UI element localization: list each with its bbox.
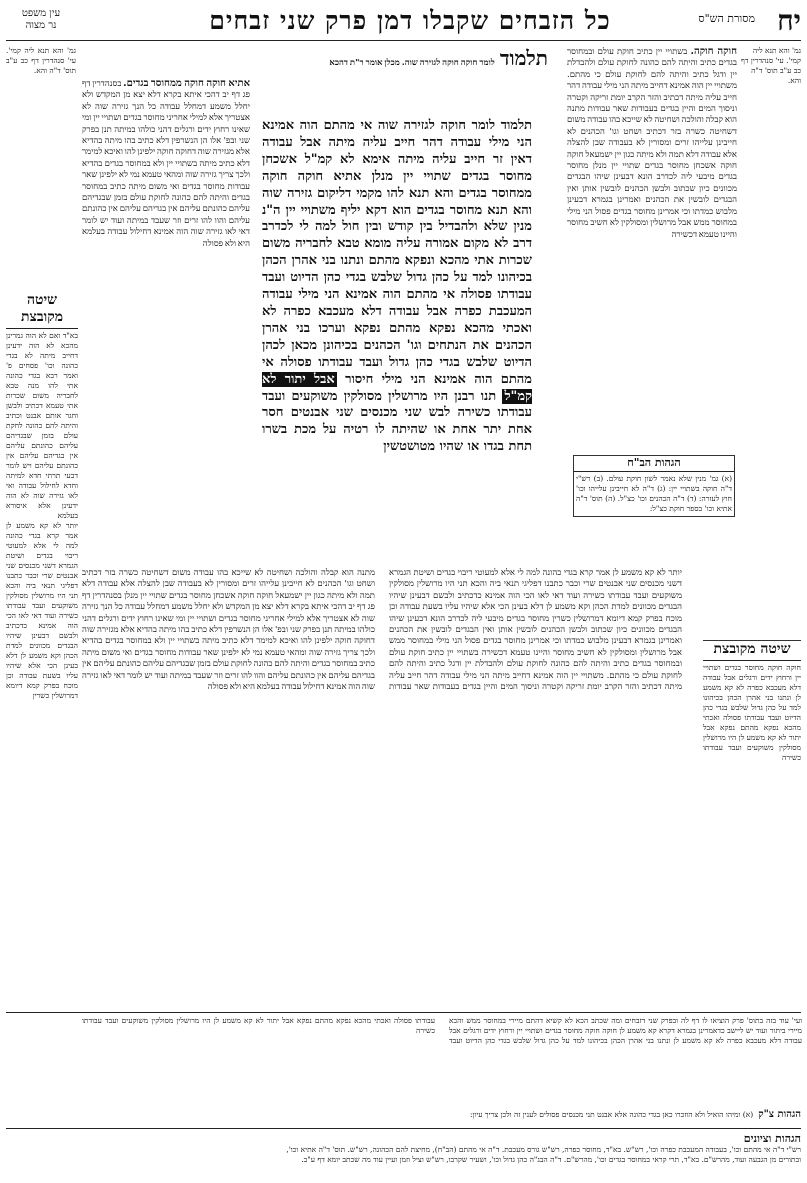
shita-mekubetzet-left: [6, 292, 78, 952]
hagahot-tzk-body: (א) ומיהו הואיל ולא הוזכרו כאן בגדי כהונה אלא אבנט תני מכנסים פסולים לענין זה ולכן צריך עיון:: [469, 1110, 754, 1119]
gemara-body: חוקה לגזירה שוה אי מהתם הוה אמינא הני מילי עבודה דהר חייב עליה מיתה אבל עבודה דאין זר חייב עליה מיתה אימא לא קמ"ל אשכחן מחוסר בגדים שתויי יין מנלן אתיא חוקה חוקה ממחוסר בגדים והא תנא להו מקמי דליקום גזירה שוה והא תנא מחוסר בגדים הוא דקא יליף משתויי יין ה"נ מנין שלא ולהבדיל בין קודש ובין חול למה לי לכדרב דרב לא מקום אמורה עליה מומא טבא לחבריה משום שכרות אתי מהכא ונפקא מהתם ונתנו בני אהרן הכהן בכיהונו למד על כהן גדול שלבש בגדי כהן הדיוט ועבד עבודתו פסולה אי מהתם הוה אמינא הני מילי עבודה המעכבת כפרה אבל עבודה דלא מעכבא כפרה לא ואכתי מהכא נפקא מהתם נפקא וערכו בני אהרן הכהנים את הנתחים וגו' הכהנים בכיהונן מכאן לכהן הדיוט שלבש בגדי כהן גדול ועבד עבודתו פסולה אי מהתם הוה אמינא הני מילי חיסור: [262, 118, 532, 387]
bottom-notes: [82, 1016, 802, 1096]
footer-heading: הגהות וציונים: [743, 1132, 801, 1145]
lower-commentary-rashi: בשתויי יין כתיב חוקת עולם ובמחוסר בגדים כתיב והיתה להם כהונה לחוקת עולם ולהבדלת יין ודגל כתיב והיתה להם לחוקת עולם כי מהתם. משתויי יין הוה אמינא דחייב מיתה הני מילי עבודה דהר חייב עליה מיתה דכתיב והזר הקרב יומת זריקה וקטרה וניסוך המים והיין בגדים בעבודות שאר עבודות מתנה הוא קבלה והולכה ושחיטה לא שייכא בהו עבודה משום דשחיטה כשרה בזר דכתיב ושחט וגו' הכהנים לא חייבינן עלייהו זרים ומסורין לא בעבודה שבן להצלה אלא עבודה דלא תמה ולא מיתה כגון יין ישמעאל חוקה חוקה אשכחן מחוסר בגדים שתויי יין מנלן: [82, 568, 682, 693]
ein-mishpat-label: [6, 8, 76, 32]
tosafot-body: בסנהדרין דף פג דף יב דהכי איתא בקרא דלא יצא מן המקדש ולא יחלל משמע דמחלל עבודה כל הנך גזירה שוה לא אצטריך אלא למילי אחריני מחוסר בגדים ושתויי יין ומי שאינו רחוץ ידים ורגלים דהני כולהו במיתה תנן בפרק שני ובפ' אלו הן הנשרפין דלא כתיב בהו מיתה בהדיא אלא מגזירה שוה דחוקה חוקה ילפינן להו ואיכא למימר דלא כתיב מיתה בשתויי יין ולא במחוסר בגדים בהדיא ולכך צריך גזירה שוה ומהאי טעמא נמי לא ילפינן שאר עבודות מחוסר בגדים ואי משום מיתה כתיב במחוסר בגדים והיתה להם כהונה לחוקת עולם בזמן שבגדיהם עליהם כהונתם עליהם אין בגדיהם עליהם אין כהונתם עליהם והוו להו זרים וזר שעבד במיתה ועוד יש לומר דאי לאו גזירה שוה הוה אמינא דחילול עבודה בעלמא היא ולא פסולה: [82, 79, 250, 249]
lower-commentary-tosafot: בסנהדרין דף פג דף יב דהכי איתא בקרא דלא יצא מן המקדש ולא יחלל משמע דמחלל עבודה כל הנך גזירה שוה לא אצטריך אלא למילי אחריני מחוסר בגדים ושתויי יין ומי שאינו רחוץ ידים ורגלים דהני כולהו במיתה תנן בפרק שני ובפ' אלו הן הנשרפין דלא כתיב בהו מיתה בהדיא אלא מגזירה שוה דחוקה חוקה ילפינן להו ואיכא למימר דלא כתיב מיתה בשתויי יין ולא במחוסר בגדים בהדיא ולכך צריך גזירה שוה ומהאי טעמא נמי לא ילפינן שאר עבודות מחוסר בגדים ואי משום מיתה כתיב במחוסר בגדים והיתה להם כהונה לחוקת עולם בזמן שבגדיהם עליהם כהונתם עליהם אין בגדיהם עליהם אין כהונתם עליהם והוו להו זרים וזר שעבד במיתה ועוד יש לומר דאי לאו גזירה שוה הוה אמינא דחילול עבודה בעלמא היא ולא פסולה: [82, 590, 375, 693]
lower-commentary: [82, 568, 682, 1008]
page-title: כל הזבחים שקבלו דמן פרק שני זבחים: [209, 6, 611, 35]
ein-mishpat-notes: [6, 46, 76, 76]
hagahot-habach-box: [573, 455, 735, 517]
hagahot-tzk-row: [6, 1102, 801, 1121]
gemara-lead: תלמוד לומר: [471, 118, 532, 133]
shita-left-body: בא"ד ואם לא הוה גמרינן מהכא לא הוה ידעינן דחייב מיתה לא בגדי כהונה וכו' פסחים פ' ואמר רבא בגדי כהונה אתי להו מנה טבא לחבריה משום שכרות אתי טעמא דכתיב ולבשן וחגר אותם אבנט וכתיב והיתה להם כהונה לחקת עולם בזמן שבגדיהם עליהם כהונתם עליהם אין בגדיהם עליהם אין כהונתם עליהם ויש לומר דבעי תרתי חדא למיתה וחדא לחילול עבודה ואי לאו גזירה שוה לא הוה ידעינן אלא איסורא בעלמא: [6, 331, 78, 520]
shita-right-body: חוקה חוקה מחוסר בגדים ושתויי יין ורחוץ ידים ורגלים אבל עבודה דלא מעכבא כפרה לא קא משמע לן ונתנו בני אהרן הכהן בכיהונו למד על כהן גדול שלבש בגדי כהן הדיוט ועבד עבודתו פסולה ואכתי מהכא נפקא מהתם נפקא אבל יתור לא קא משמע לן היו מרושלין מסולקין משוקעים ועבד עבודתו כשירה: [703, 663, 801, 762]
tosafot-column: [82, 78, 250, 548]
ein-mishpat-notes-text: גמ' והא תנא ליה קמי'. עי' סנהדרין דף כב ע"ב תוס' ד"ה והא.: [6, 46, 76, 75]
gemara-tail: תנו רבנן היו מרושלין מסולקין משוקעים ועבד עבודתו כשירה לבש שני מכנסים שני אבנטים חסר אחת יתר אחת או שהיתה לו רטיה על מכת בשרו תחת בגדו או שהיו מטושטשין: [262, 388, 532, 455]
ner-mitzvah-line: נר מצוה: [25, 20, 57, 31]
hagahot-habach-body: (א) גמ' מנין שלא נאמר לשון חוקת עולם. (ב) רש"י ד"ה חוקה בשתויי יין: (ג) ד"ה לא חייבינן עלייהו וכו' חוץ לעזרה: (ד) ד"ה הכהנים וכו' כצ"ל. (ה) תוס' ד"ה אתיא וכו' בספר חוקת כצ"ל:: [576, 474, 732, 513]
gemara-heading-word: תלמוד: [499, 46, 548, 70]
hagahot-tzk-heading: הגהות צ"ק: [758, 1109, 801, 1120]
gemara-highlight: אבל יתור לא קמ"ל: [262, 371, 532, 404]
footer-line-1: רש"י ד"ה אי מהתם וכו', בעבודה המעכבת כפרה וכו', רש"ש. בא"ד, מחוסר כפרה, רש"ש גורס מעכבת. ד"ה אי מהתם (הב"ח), מחיצת להם הכהונה, רש"ש. תוס' ד"ה אתיא וכו',: [286, 1145, 801, 1154]
footer-line-2: ובתורים מן הגבעה ועוד, מהרש"ם. בא"ד, תרי קראי במחוסר בגדים וכו', מהרש"ם. ד"ה הבג"ה כהן גדול וכו', ושעיר שקרבו, רש"ש וציל וזמן ועיין עוד מה שכתב יומא דף ע"ב.: [301, 1155, 801, 1164]
gemara-heading-rest: לומר חוקה חוקה לגזירה שוה. מכלן אומר ר"ת דהכא: [329, 58, 495, 68]
shita-mekubetzet-right: [703, 640, 801, 993]
masoret-notes-text: גמ' והא תנא ליה קמי'. עי' סנהדרין דף כב ע"ב תוס' ד"ה והא.: [741, 46, 801, 85]
header-divider: [6, 40, 801, 41]
rashi-body-repeat: מחוסר בגדים מיבעי ליה לכדרב הונא דבעינן שיהו הבגדים מכוונים כיון שכתוב ולבשן הכהנים לובשין אותן ואין הבגדים לובשין את הכהנים ואמרינן בגמרא דבעינן מלבוש כמדתו וכי אמרינן מחוסר בגדים פסול הני מילי במחוסר ממש אבל מרושלין ומסולקין לא חשיב מחוסר והיינו טעמא דכשירה: [567, 161, 737, 240]
page-number: יח: [777, 4, 801, 37]
footer: [6, 1132, 801, 1165]
bottom-notes-body: ועי' עוד בזה בתוס' פרק הוציאו לו דף לה ובפרק שני דזבחים ומה שכתב הכא לא קשיא דהתם מיירי במחוסר ממש והכא מיירי ביתור ועוד יש ליישב כדאמרינן בגמרא דקרא קא משמע לן: [449, 1016, 802, 1035]
lower-commentary-body2: מחוסר בגדים מיבעי ליה לכדרב הונא דבעינן שיהו הבגדים מכוונים כיון שכתוב ולבשן הכהנים לובשין אותן ואין הבגדים לובשין את הכהנים ואמרינן בגמרא דבעינן מלבוש כמדתו וכי אמרינן מחוסר בגדים פסול הני מילי במחוסר ממש אבל מרושלין ומסולקין לא חשיב מחוסר והיינו טעמא דכשירה: [389, 613, 682, 658]
masoret-notes: [741, 46, 801, 86]
lower-commentary-body: יותר לא קא משמע לן אמר קרא בגדי כהונה למה לי אלא למעוטי ריבוי בגדים ושיטת הגמרא דשני מכנסים שני אבנטים שרי וכבר כתבנו דפליגי תנאי ביה והכא תני היו מרושלין מסולקין משוקעים ועבד עבודתו כשירה ועוד דאי לאו הכי הוה אמינא כדכתיב ולבשם דבעינן שיהיו הבגדים מכוונים למדת הכהן וקא משמע לן דלא בעינן הכי אלא שיהיו עליו בשעת עבודה וכן מוכח בפרק קמא דיומא דמרושלין כשרין: [389, 568, 682, 624]
hagahot-habach-heading: הגהות הב"ח: [574, 456, 734, 472]
notes-divider: [6, 1012, 801, 1013]
shita-left-body-cont: יותר לא קא משמע לן אמר קרא בגדי כהונה למה לי אלא למעוטי ריבוי בגדים ושיטת הגמרא דשני מכנסים שני אבנטים שרי וכבר כתבנו דפליגי תנאי ביה והכא תני היו מרושלין מסולקין משוקעים ועבד עבודתו כשירה ועוד דאי לאו הכי הוה אמינא כדכתיב ולבשם דבעינן שיהיו הבגדים מכוונים למדת הכהן וקא משמע לן דלא בעינן הכי אלא שיהיו עליו בשעת עבודה וכן מוכח בפרק קמא דיומא דמרושלין כשרין: [6, 521, 78, 700]
gemara-heading-row: [258, 46, 548, 71]
masoret-hashas-label: מסורת הש"ס: [698, 12, 755, 25]
shita-right-heading: שיטה מקובצת: [703, 641, 801, 661]
rashi-column: [567, 46, 737, 616]
shita-left-heading: שיטה מקובצת: [6, 292, 78, 329]
tosafot-heading: אתיא חוקה חוקה ממחוסר בגדים.: [123, 78, 250, 89]
gemara-text: [262, 118, 532, 560]
bottom-notes-body-extra: חוקה חוקה מחוסר בגדים ושתויי יין ורחוץ ידים ורגלים אבל עבודה דלא מעכבא כפרה לא קא משמע לן ונתנו בני אהרן הכהן בכיהונו למד על כהן גדול שלבש בגדי כהן הדיוט ועבד עבודתו פסולה ואכתי מהכא נפקא מהתם נפקא אבל יתור לא קא משמע לן היו מרושלין מסולקין משוקעים ועבד עבודתו כשירה: [82, 1016, 802, 1045]
ein-mishpat-line: עין משפט: [21, 8, 61, 19]
footer-divider: [6, 1128, 801, 1129]
rashi-heading: חוקה חוקה.: [690, 46, 737, 57]
rashi-body: בשתויי יין כתיב חוקת עולם ובמחוסר בגדים כתיב והיתה להם כהונה לחוקת עולם ולהבדלת יין ודגל כתיב והיתה להם לחוקת עולם כי מהתם. משתויי יין הוה אמינא דחייב מיתה הני מילי עבודה דהר חייב עליה מיתה דכתיב והזר הקרב יומת זריקה וקטרה וניסוך המים והיין בגדים בעבודות שאר עבודות מתנה הוא קבלה והולכה ושחיטה לא שייכא בהו עבודה משום דשחיטה כשרה בזר דכתיב ושחט וגו' הכהנים לא חייבינן עלייהו זרים ומסורין לא בעבודה שבן להצלה אלא עבודה דלא תמה ולא מיתה כגון יין ישמעאל חוקה חוקה אשכחן מחוסר בגדים שתויי יין מנלן: [567, 47, 737, 172]
